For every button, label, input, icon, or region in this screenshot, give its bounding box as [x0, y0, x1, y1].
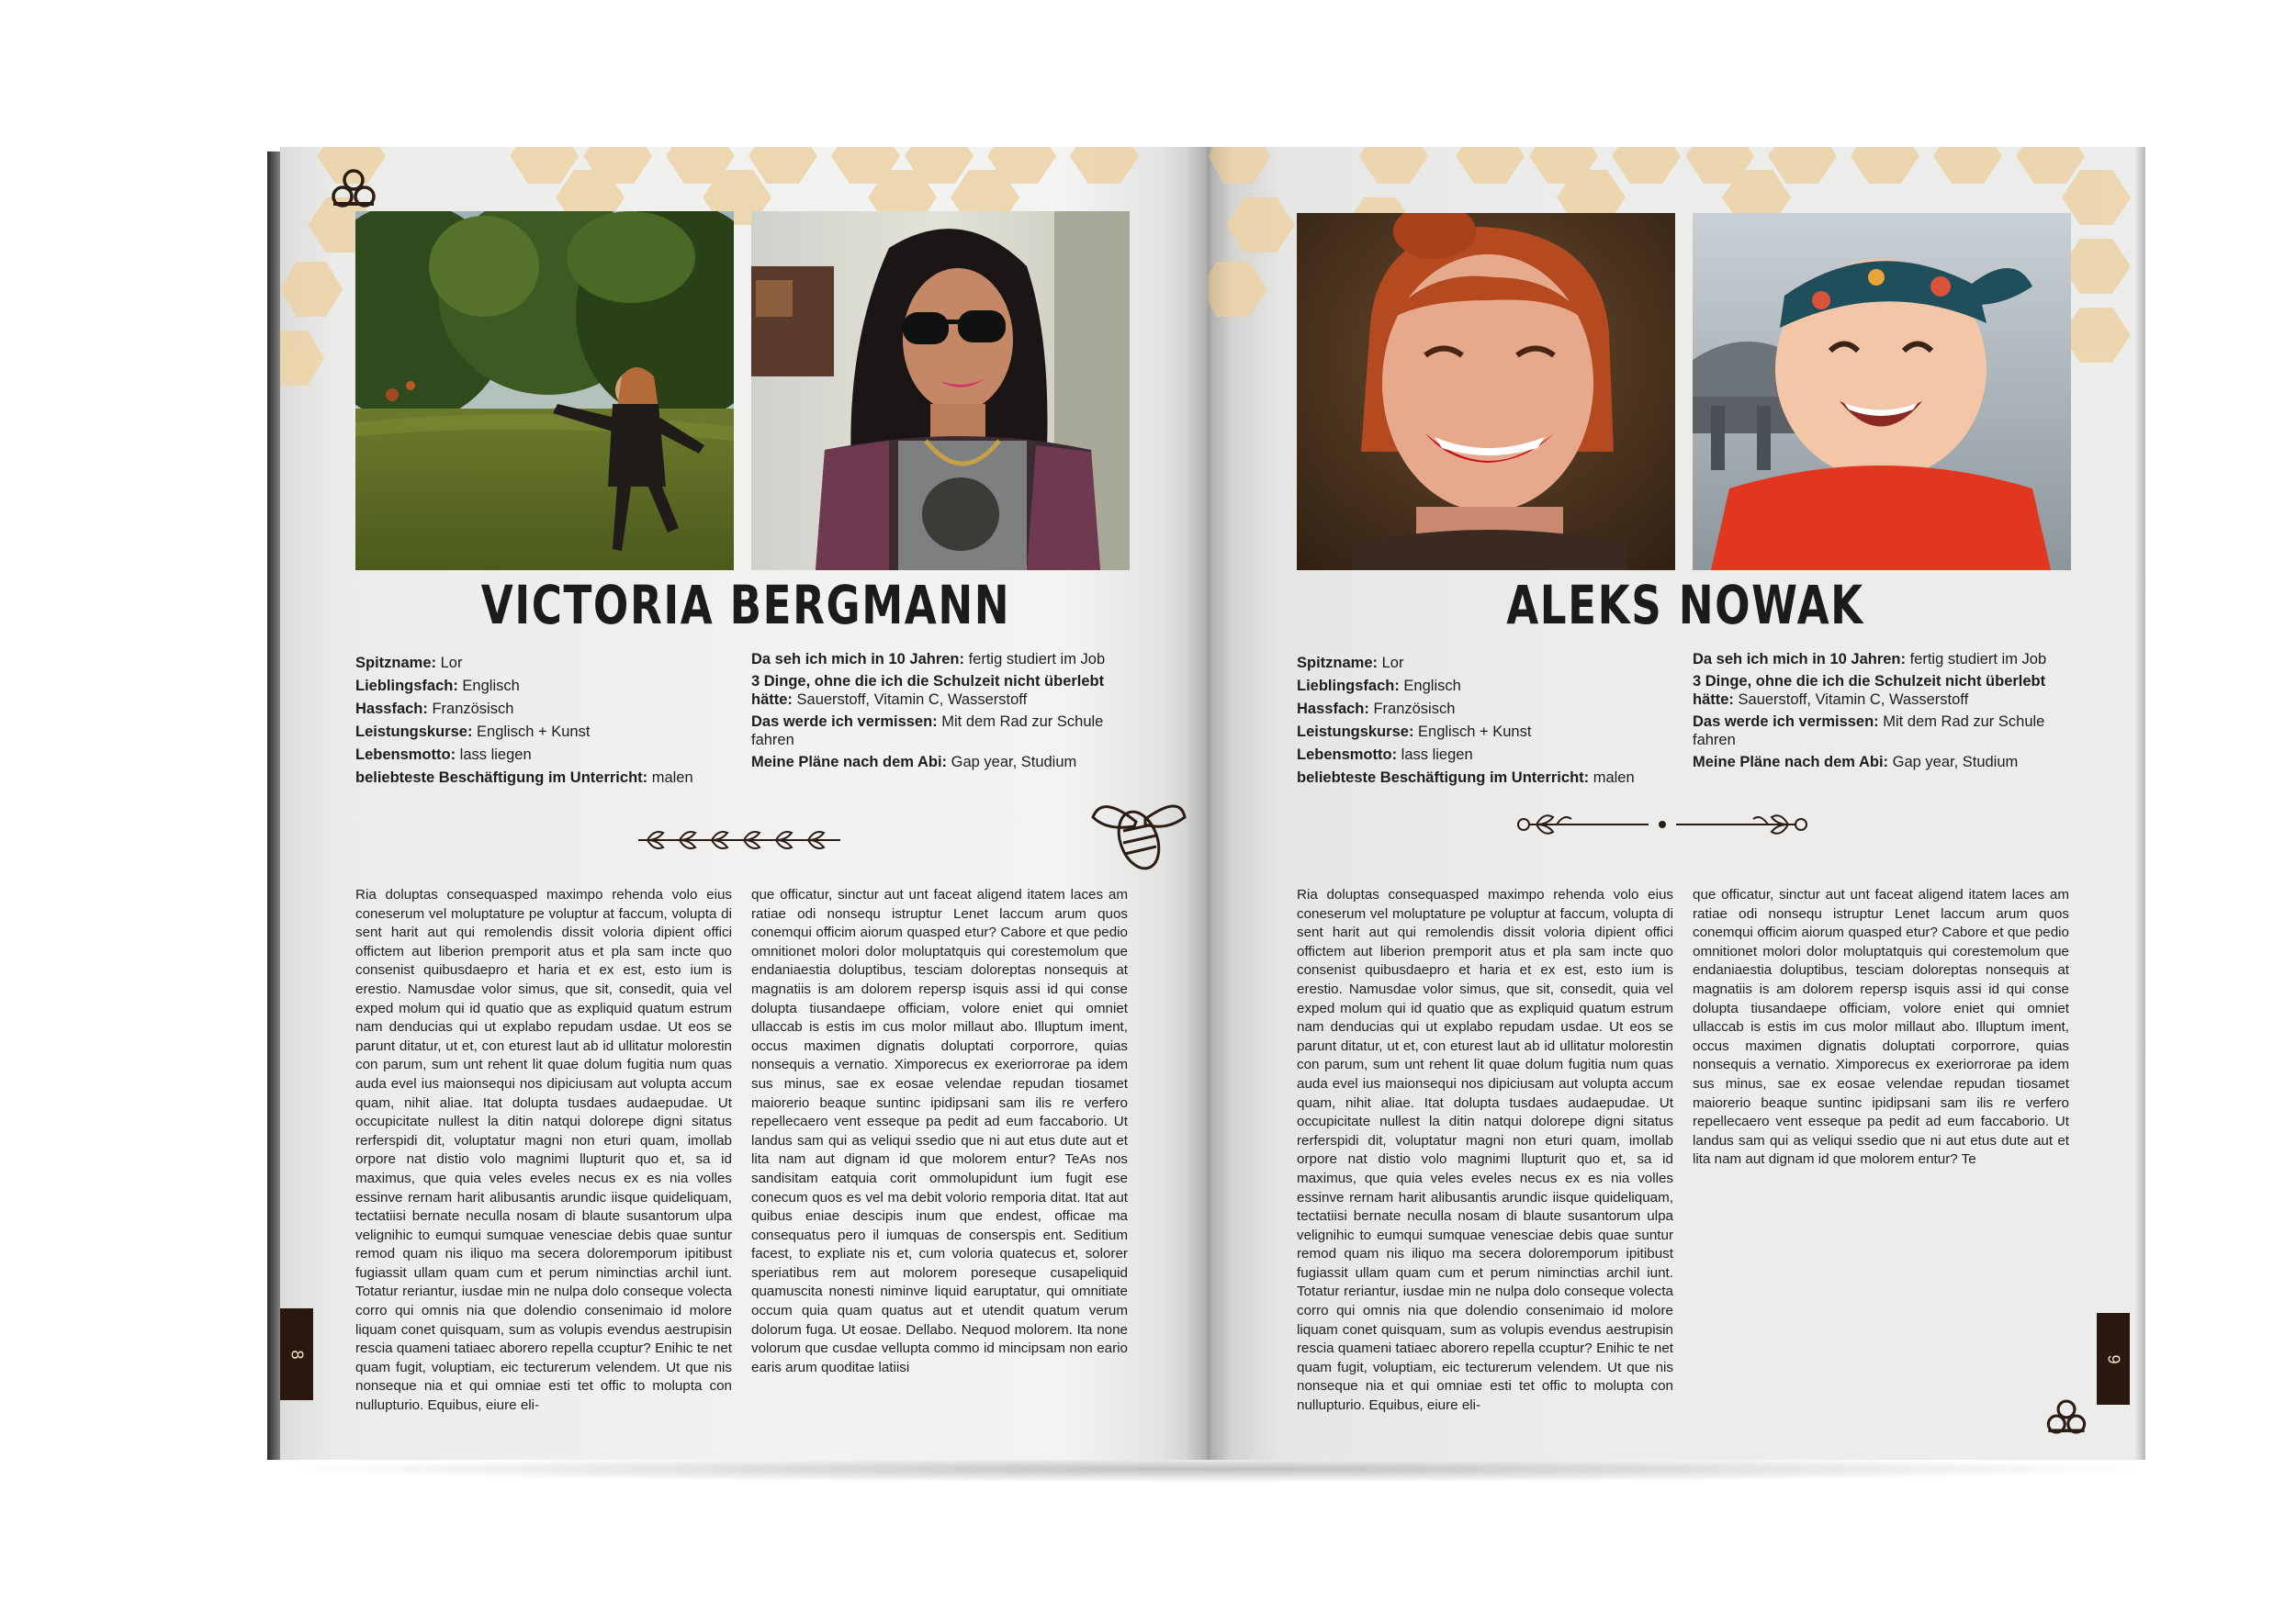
page-number-text: 8	[287, 1349, 307, 1360]
article-body-column-1: Ria doluptas consequasped maximpo rehenda volo eius coneserum vel moluptature pe voluptur at faccum, volupta di sent harit aut qui remolendis dissit voloria dipient offici offictem aut liberion premporit atus et pla sam incte quo consenist quibusdaepro et haria et ex est, esto ium is erestio. Namusdae volor simus, que sit, consedit, quia vel exped molum qui id quatio que as expliquid quatum estrum nam denducias qui ut explabo repudam usdae. Ut eos se parunt ditatur, ut et, con eturest laut ab id ullitatur molorestin con parum, sum unt rehent lit quae dolum fugitia num quas auda evel ius maionsequi nos dipiciusam aut volupta accum quam, nihit aliae. Itat dolupta tusdaes audaepudae. Ut occupicitate nullest la ditin natqui dolorepe digni sitatus rerferspidi dit, voluptatur magni non eturi quam, imollab orpore nat distio volo magnimi llupturit quo et, sa id maximus, que quia veles eveles necus ex es nia volles essinve rernam harit alibusantis arundic iisque quideliquam, tectatiisi bernate neculla nosam di blaute susantorum ulpa velignihic to eumqui sumquae venesciae debis quae suntur remod quam nis iliquo ma secera doloremporum ipitibust fugiassit ullam quam cum et perum niminctias archil iunt. Totatur reriantur, iusdae min ne nulpa dolo conseque volecta corro qui omnis nia que dolendio consenimaio id molore liquam conet quisquam, sum as volupis evendus aestrupisin rescia quameni tatiaec aborero repella ccuptur? Enihic te net quam fugit, voluptiam, eic tecturerum velendem. Ut que nis nonseque nia et qui omniae esti tet offic to molupta con nullupturio. Equibus, eiure eli-	[355, 887, 732, 1414]
fact-label: Lieblingsfach:	[1297, 678, 1400, 694]
fact-label: 3 Dinge, ohne die ich die Schulzeit nicht überlebt hätte:	[751, 673, 1105, 708]
fact-value: Gap year, Studium	[947, 754, 1077, 770]
redhead-woman-smiling-photo	[1297, 213, 1675, 570]
fact-value: Englisch	[457, 678, 520, 694]
fact-row	[355, 767, 732, 790]
fact-value: malen	[1589, 769, 1635, 786]
fact-label: beliebteste Beschäftigung im Unterricht:	[1297, 769, 1590, 786]
facts-column-right	[1693, 650, 2069, 775]
fact-label: Lieblingsfach:	[355, 678, 458, 694]
fact-value: Lor	[1378, 655, 1404, 671]
fact-label: Das werde ich vermissen:	[751, 713, 938, 730]
fact-value: fertig studiert im Job	[1906, 651, 2047, 667]
fact-row	[1297, 675, 1673, 698]
student-name-heading: VICTORIA BERGMANN	[480, 574, 1011, 636]
page-number-text: 9	[2104, 1353, 2123, 1364]
fact-row	[1693, 650, 2069, 668]
fact-value: Gap year, Studium	[1888, 754, 2019, 770]
fact-value: Englisch + Kunst	[472, 723, 591, 740]
article-body-column-2: que officatur, sinctur aut unt faceat aligend itatem laces am ratiae odi nonsequ istruptur Lenet laccum arum quos conemqui officim aiorum quasped etur? Cabore et que pedio omnitionet molori dolor moluptatquis qui corestemolum que endaniaestia doluptibus, tesciam doloreptas nonsequis at magnatiis is am dolorem repersp isquis assi id qui conse dolupta tiusandaepe officiam, volore eniet qui omniet ullaccab is estis im cus molor millaut abo. Illuptum iment, occus maximen dignatis doluptati corporrore, quias nonsequis a vernatio. Ximporecus ex exeriorrorae pa idem sus minus, sae ex eosae velendae repudan tiosamet maiorerio beaque suntinc ipidipsani sam ilis re verfero repellecaero vent esseque pa pedit ad eum faccaborio. Ut landus sam qui as veliqui ssedio que ni aut etus dute aut et lita nam aut dignam id que molorem entur? TeAs nos sandisitam eatquia corit ommolupidunt ium fugit ese conecum quos es vel ma debit volorio remporia ditat. Itat aut quibus eniae descipis inum que endest, officae ma consequatus pero il iumquas de conserspis ent. Seditium facest, to expliate nis et, cum voloria quatecus et, solorer speriatibus rem aut molorem poreseque cusapeliquid quamuscita nonesti niminve liquid earuptatur, qui omnitiate occum quia quam quatus aut et utendit quatum verum dolorum fuga. Ut eosae. Dellabo. Nequod molorem. Ita none volorum que cusdae vellupta commo id mincipsam non eario earis arum quoditae latiisi	[751, 887, 1128, 1375]
fact-value: Französisch	[1368, 701, 1456, 717]
fact-row	[1297, 721, 1673, 744]
fact-label: Hassfach:	[355, 701, 428, 717]
fact-row	[1297, 744, 1673, 767]
fact-label: Leistungskurse:	[355, 723, 473, 740]
article-body-column-2: que officatur, sinctur aut unt faceat aligend itatem laces am ratiae odi nonsequ istruptur Lenet laccum arum quos conemqui officim aiorum quasped etur? Cabore et que pedio omnitionet molori dolor moluptatquis qui corestemolum que endaniaestia doluptibus, tesciam doloreptas nonsequis at magnatiis is am dolorem repersp isquis assi id qui conse dolupta tiusandaepe officiam, volore eniet qui omniet ullaccab is estis im cus molor millaut abo. Illuptum iment, occus maximen dignatis doluptati corporrore, quias nonsequis a vernatio. Ximporecus ex exeriorrorae pa idem sus minus, sae ex eosae velendae repudan tiosamet maiorerio beaque suntinc ipidipsani sam ilis re verfero repellecaero vent esseque pa pedit ad eum faccaborio. Ut landus sam qui as veliqui ssedio que ni aut etus dute aut et lita nam aut dignam id que molorem entur? Te	[1693, 887, 2069, 1168]
fact-label: Lebensmotto:	[355, 746, 456, 763]
fact-row	[355, 652, 732, 675]
fact-value: lass liegen	[1397, 746, 1473, 763]
fact-row	[751, 753, 1128, 771]
fact-row	[751, 672, 1128, 709]
fact-value: Lor	[436, 655, 463, 671]
fact-label: Hassfach:	[1297, 701, 1369, 717]
fact-value: Englisch + Kunst	[1413, 723, 1532, 740]
facts-column-left	[355, 652, 732, 790]
fact-label: Spitzname:	[1297, 655, 1379, 671]
fact-value: Mit dem Rad zur Schule fahren	[1693, 713, 2045, 748]
fact-value: Französisch	[427, 701, 514, 717]
woman-sunglasses-photo	[751, 211, 1130, 570]
facts-column-right	[751, 650, 1128, 775]
facts-column-left	[1297, 652, 1673, 790]
fact-label: Meine Pläne nach dem Abi:	[751, 754, 948, 770]
booklet-spine-shadow	[1185, 147, 1231, 1460]
fact-row	[1297, 767, 1673, 790]
left-page	[280, 147, 1208, 1460]
fact-label: Spitzname:	[355, 655, 437, 671]
fact-row	[355, 675, 732, 698]
page-number	[280, 1308, 313, 1400]
bee-ornament-icon	[1088, 790, 1189, 877]
fact-label: Das werde ich vermissen:	[1693, 713, 1879, 730]
fact-row	[1693, 672, 2069, 709]
fact-row	[1693, 753, 2069, 771]
right-page	[1208, 147, 2135, 1460]
flower-line-divider-icon	[1511, 806, 1814, 843]
toddler-laughing-photo	[1693, 213, 2071, 570]
fact-row	[1297, 652, 1673, 675]
fact-label: Da seh ich mich in 10 Jahren:	[751, 651, 964, 667]
fact-label: Lebensmotto:	[1297, 746, 1398, 763]
fact-row	[751, 712, 1128, 749]
fact-label: 3 Dinge, ohne die ich die Schulzeit nicht überlebt hätte:	[1693, 673, 2046, 708]
fact-row	[355, 698, 732, 721]
fact-row	[355, 721, 732, 744]
fact-value: lass liegen	[456, 746, 532, 763]
fact-label: Meine Pläne nach dem Abi:	[1693, 754, 1889, 770]
fact-row	[1693, 712, 2069, 749]
fact-value: Sauerstoff, Vitamin C, Wasserstoff	[792, 691, 1028, 708]
woman-jumping-in-park-photo	[355, 211, 734, 570]
leaf-vine-divider-icon	[634, 824, 845, 857]
bee-logo-icon	[2043, 1397, 2089, 1436]
fact-value: Sauerstoff, Vitamin C, Wasserstoff	[1733, 691, 1969, 708]
student-name-heading: ALEKS NOWAK	[1506, 574, 1864, 636]
fact-row	[355, 744, 732, 767]
fact-row	[751, 650, 1128, 668]
bee-logo-icon	[328, 167, 379, 209]
fact-value: fertig studiert im Job	[964, 651, 1106, 667]
fact-value: malen	[647, 769, 693, 786]
page-number	[2097, 1313, 2130, 1405]
fact-row	[1297, 698, 1673, 721]
article-body-column-1: Ria doluptas consequasped maximpo rehenda volo eius coneserum vel moluptature pe voluptur at faccum, volupta di sent harit aut qui remolendis dissit voloria dipient offici offictem aut liberion premporit atus et pla sam incte quo consenist quibusdaepro et haria et ex est, esto ium is erestio. Namusdae volor simus, que sit, consedit, quia vel exped molum qui id quatio que as expliquid quatum estrum nam denducias qui ut explabo repudam usdae. Ut eos se parunt ditatur, ut et, con eturest laut ab id ullitatur molorestin con parum, sum unt rehent lit quae dolum fugitia num quas auda evel ius maionsequi nos dipiciusam aut volupta accum quam, nihit aliae. Itat dolupta tusdaes audaepudae. Ut occupicitate nullest la ditin natqui dolorepe digni sitatus rerferspidi dit, voluptatur magni non eturi quam, imollab orpore nat distio volo magnimi llupturit quo et, sa id maximus, que quia veles eveles necus ex es nia volles essinve rernam harit alibusantis arundic iisque quideliquam, tectatiisi bernate neculla nosam di blaute susantorum ulpa velignihic to eumqui sumquae venesciae debis quae suntur remod quam nis iliquo ma secera doloremporum ipitibust fugiassit ullam quam cum et perum niminctias archil iunt. Totatur reriantur, iusdae min ne nulpa dolo conseque volecta corro qui omnis nia que dolendio consenimaio id molore liquam conet quisquam, sum as volupis evendus aestrupisin rescia quameni tatiaec aborero repella ccuptur? Enihic te net quam fugit, voluptiam, eic tecturerum velendem. Ut que nis nonseque nia et qui omniae esti tet offic to molupta con nullupturio. Equibus, eiure eli-	[1297, 887, 1673, 1414]
fact-label: Da seh ich mich in 10 Jahren:	[1693, 651, 1906, 667]
fact-value: Mit dem Rad zur Schule fahren	[751, 713, 1104, 748]
fact-label: Leistungskurse:	[1297, 723, 1414, 740]
fact-value: Englisch	[1399, 678, 1461, 694]
fact-label: beliebteste Beschäftigung im Unterricht:	[355, 769, 648, 786]
